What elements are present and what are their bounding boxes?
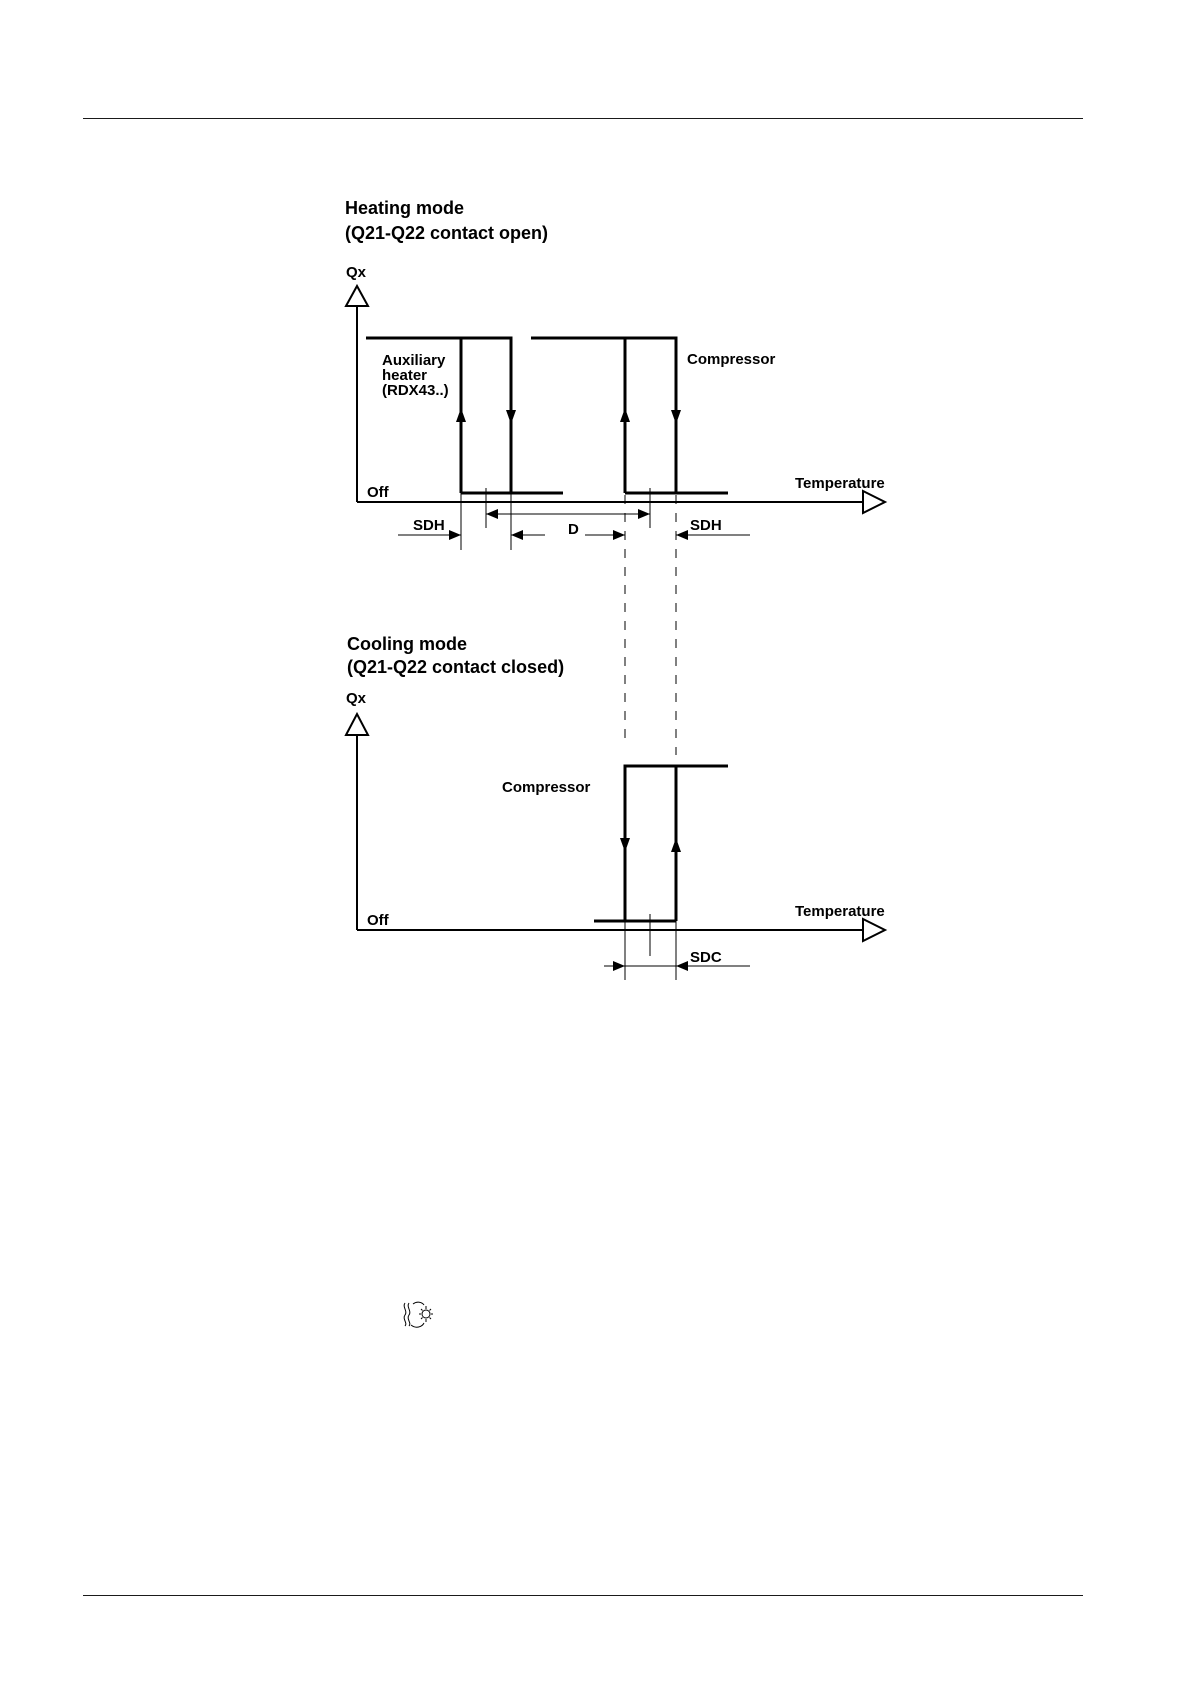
d-arrow-right (638, 509, 650, 519)
sdh-right-label: SDH (690, 517, 722, 534)
sdc-label: SDC (690, 949, 722, 966)
compressor-heating-up-arrow (620, 408, 630, 422)
d-label: D (568, 521, 579, 538)
d-arrow-left (486, 509, 498, 519)
heating-x-axis-arrow (863, 491, 885, 513)
heating-title: Heating mode (345, 198, 465, 218)
sdh-left-arrow-out (511, 530, 523, 540)
compressor-heating-label: Compressor (687, 351, 776, 368)
heating-subtitle: (Q21-Q22 contact open) (345, 223, 549, 243)
aux-heater-label-3: (RDX43..) (382, 382, 449, 399)
cooling-title: Cooling mode (347, 634, 467, 654)
heating-y-axis-arrow (346, 286, 368, 306)
aux-heater-up-arrow (456, 408, 466, 422)
cooling-y-axis-arrow (346, 714, 368, 735)
sdh-left-label: SDH (413, 517, 445, 534)
sdc-arrow-in (613, 961, 625, 971)
heat-cool-switch-icon (404, 1302, 433, 1327)
sdh-right-arrow-in (613, 530, 625, 540)
cooling-y-axis-label: Qx (346, 690, 367, 707)
sdh-left-arrow-in (449, 530, 461, 540)
sdh-right-arrow-out (676, 530, 688, 540)
cooling-x-axis-arrow (863, 919, 885, 941)
compressor-heating-down-arrow (671, 410, 681, 424)
cooling-subtitle: (Q21-Q22 contact closed) (347, 657, 565, 677)
heating-y-axis-label: Qx (346, 264, 367, 281)
compressor-cooling-label: Compressor (502, 779, 591, 796)
aux-heater-label-1: Auxiliary (382, 352, 446, 369)
aux-heater-down-arrow (506, 410, 516, 424)
cooling-x-axis-label: Temperature (795, 903, 885, 920)
cooling-off-label: Off (367, 912, 389, 929)
aux-heater-label-2: heater (382, 367, 428, 384)
compressor-cooling-down-arrow (620, 838, 630, 852)
compressor-cooling-up-arrow (671, 838, 681, 852)
heating-x-axis-label: Temperature (795, 475, 885, 492)
heating-off-label: Off (367, 484, 389, 501)
sdc-arrow-out (676, 961, 688, 971)
compressor-cooling-path (594, 766, 728, 921)
